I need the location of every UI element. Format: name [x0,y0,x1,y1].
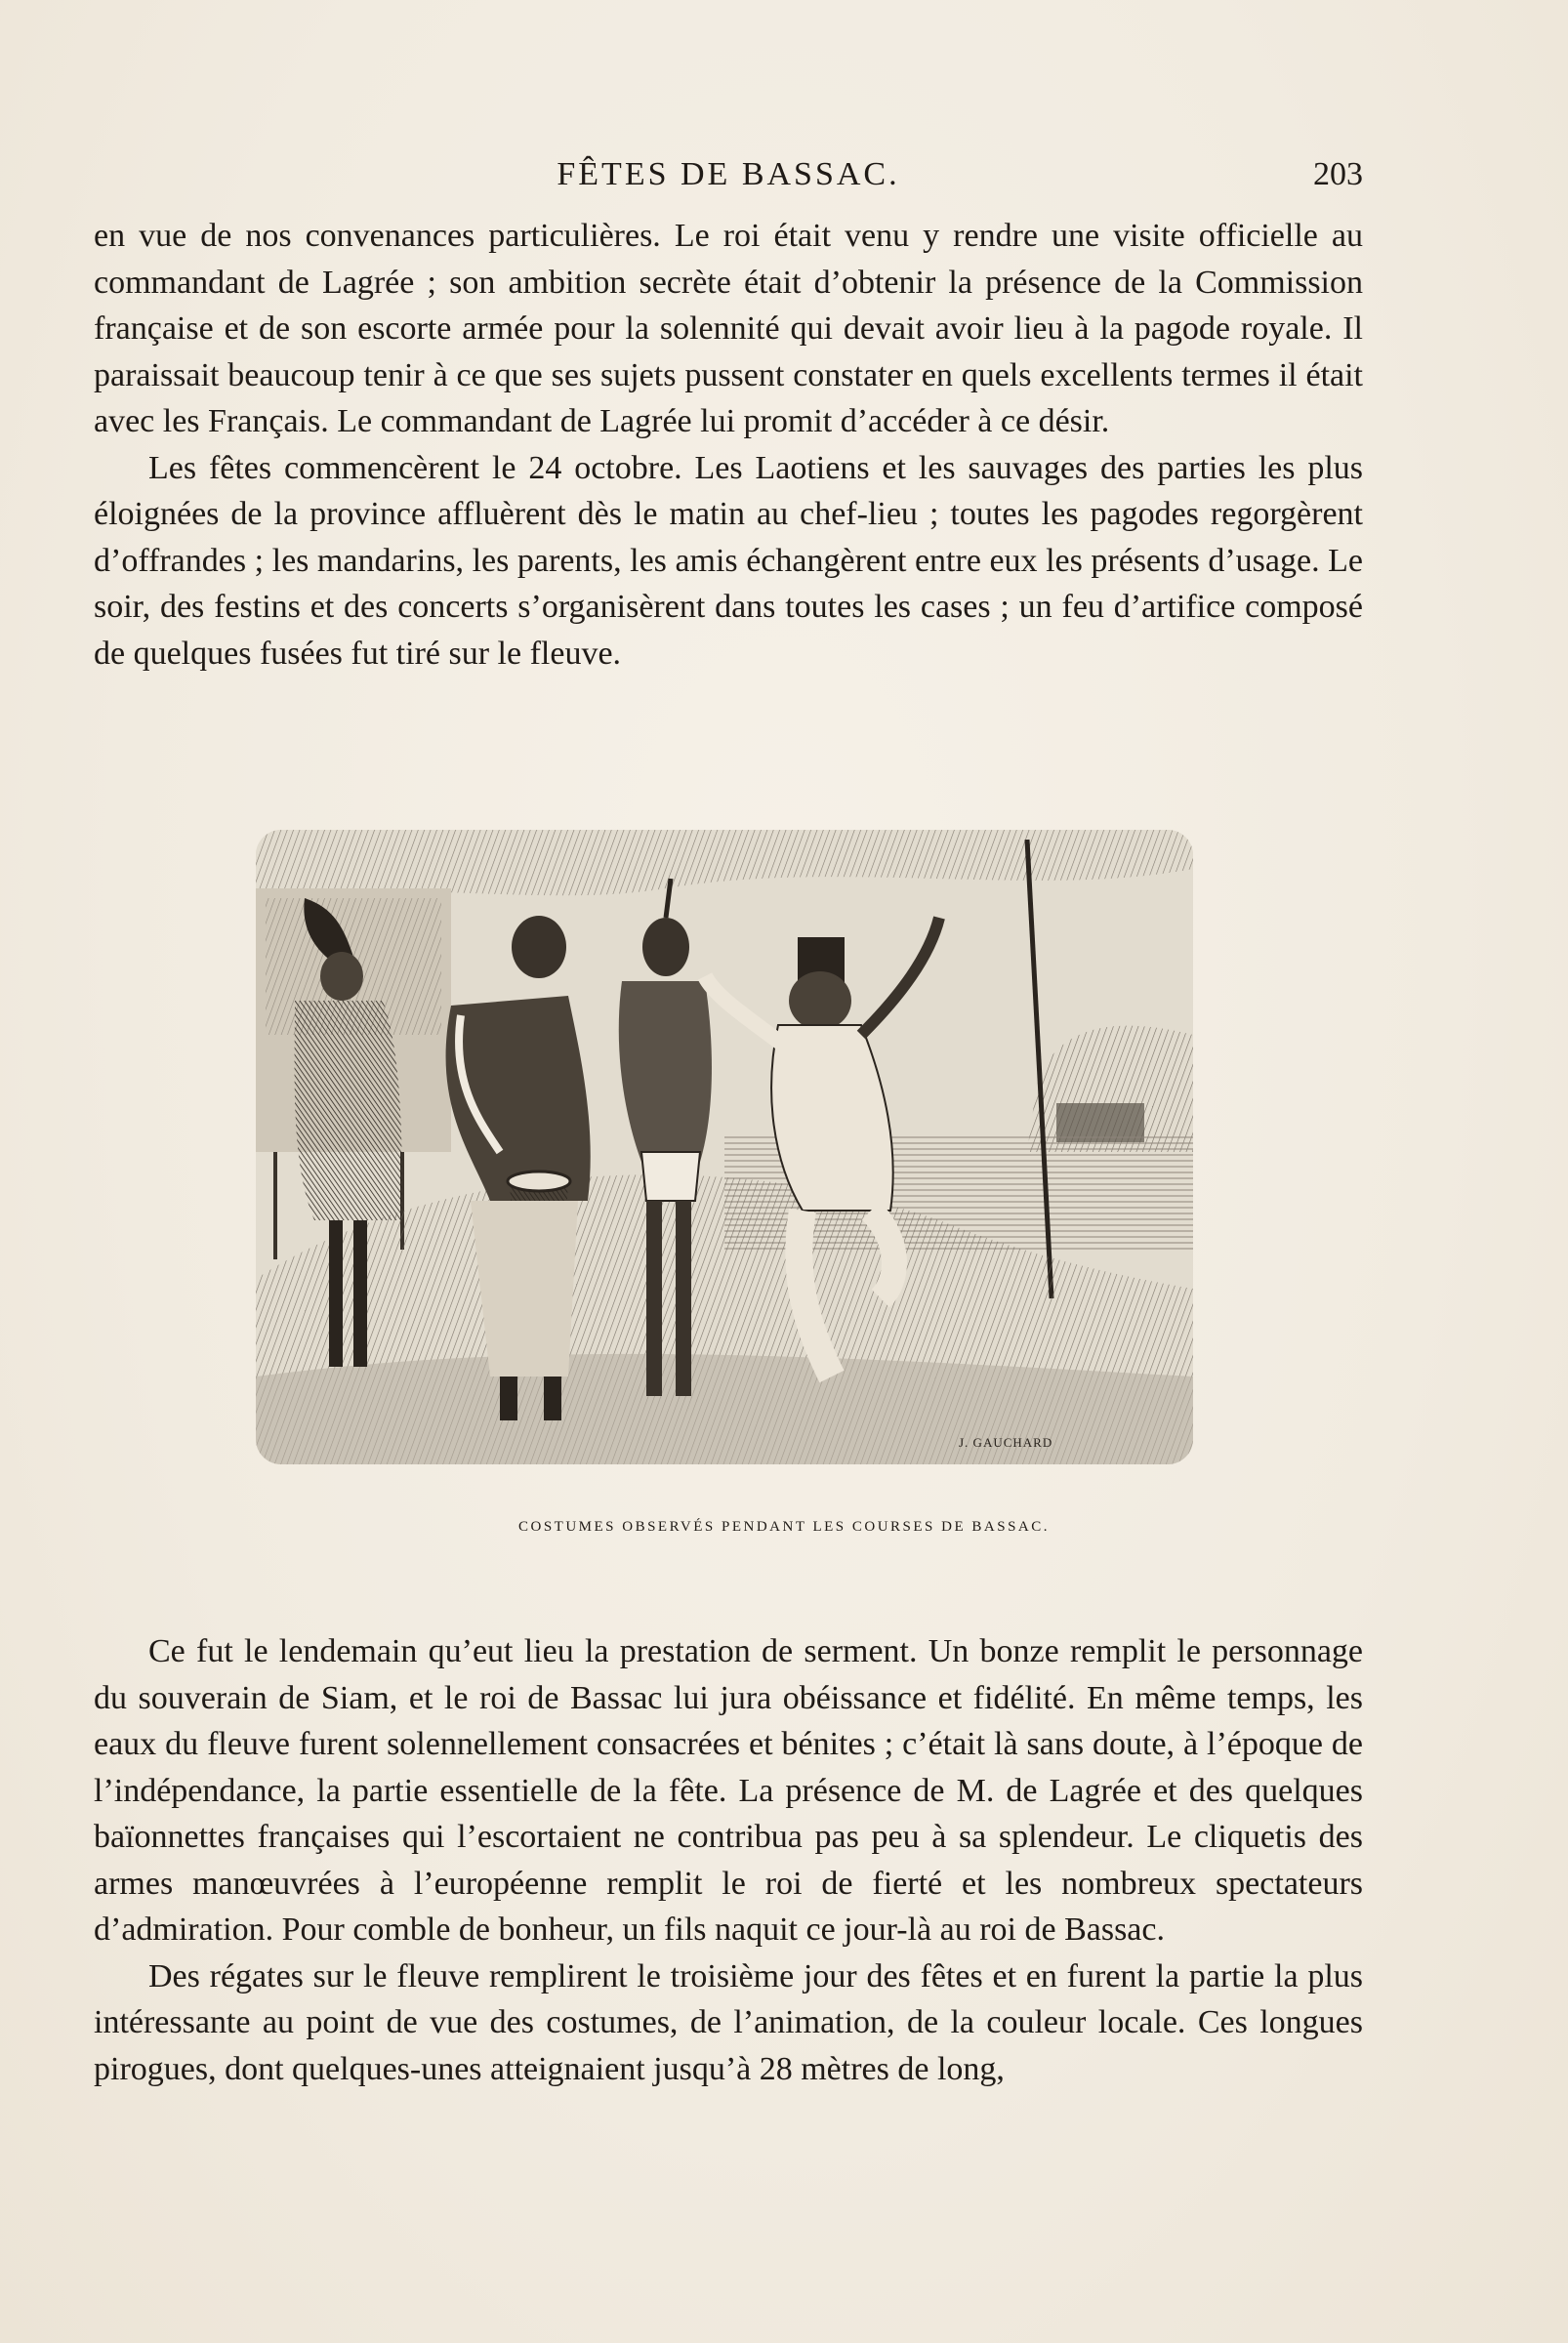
paragraph-regates: Des régates sur le fleuve remplirent le troisième jour des fêtes et en furent la partie la plus intéressante au point de vue des costumes, de l’animation, de la couleur locale. Ces longues pirogues, dont quelques-unes atteignaient jusqu’à 28 mètres de long, [94,1957,1363,2087]
running-title: FÊTES DE BASSAC. [557,156,900,192]
paragraph-continuation: en vue de nos convenances particulières. Le roi était venu y rendre une visite officielle au commandant de Lagrée ; son ambition secrète était d’obtenir la présence de la Commission française et de son escorte armée pour la solennité qui devait avoir lieu à la pagode royale. Il paraissait beaucoup tenir à ce que ses sujets pussent constater en quels excellents termes il était avec les Français. Le commandant de Lagrée lui promit d’accéder à ce désir. [94,218,1363,439]
figure-caption: COSTUMES OBSERVÉS PENDANT LES COURSES DE BASSAC. [517,1519,1051,1535]
running-head [94,156,1363,205]
top-text-block [94,213,1363,677]
paragraph-serment: Ce fut le lendemain qu’eut lieu la prestation de serment. Un bonze remplit le personnage du souverain de Siam, et le roi de Bassac lui jura obéissance et fidélité. En même temps, les eaux du fleuve furent solennellement consacrées et bénites ; c’était là sans doute, à l’époque de l’indépendance, la partie essentielle de la fête. La présence de M. de Lagrée et des quelques baïonnettes françaises qui l’escortaient ne contribua pas peu à sa splendeur. Le cliquetis des armes manœuvrées à l’européenne remplit le roi de fierté et les nombreux spectateurs d’admiration. Pour comble de bonheur, un fils naquit ce jour-là au roi de Bassac. [94,1633,1363,1948]
engraving-illustration [256,830,1193,1464]
bottom-text-block [94,1628,1363,2092]
paragraph-fetes-commencerent: Les fêtes commencèrent le 24 octobre. Les Laotiens et les sauvages des parties les plus éloignées de la province affluèrent dès le matin au chef-lieu ; toutes les pagodes regorgèrent d’offrandes ; les mandarins, les parents, les amis échangèrent entre eux les présents d’usage. Le soir, des festins et des concerts s’organisèrent dans toutes les cases ; un feu d’artifice composé de quelques fusées fut tiré sur le fleuve. [94,449,1363,672]
engraver-signature: J. GAUCHARD [959,1435,1053,1450]
page-number: 203 [1313,156,1363,192]
engraving-artwork [256,830,1193,1464]
